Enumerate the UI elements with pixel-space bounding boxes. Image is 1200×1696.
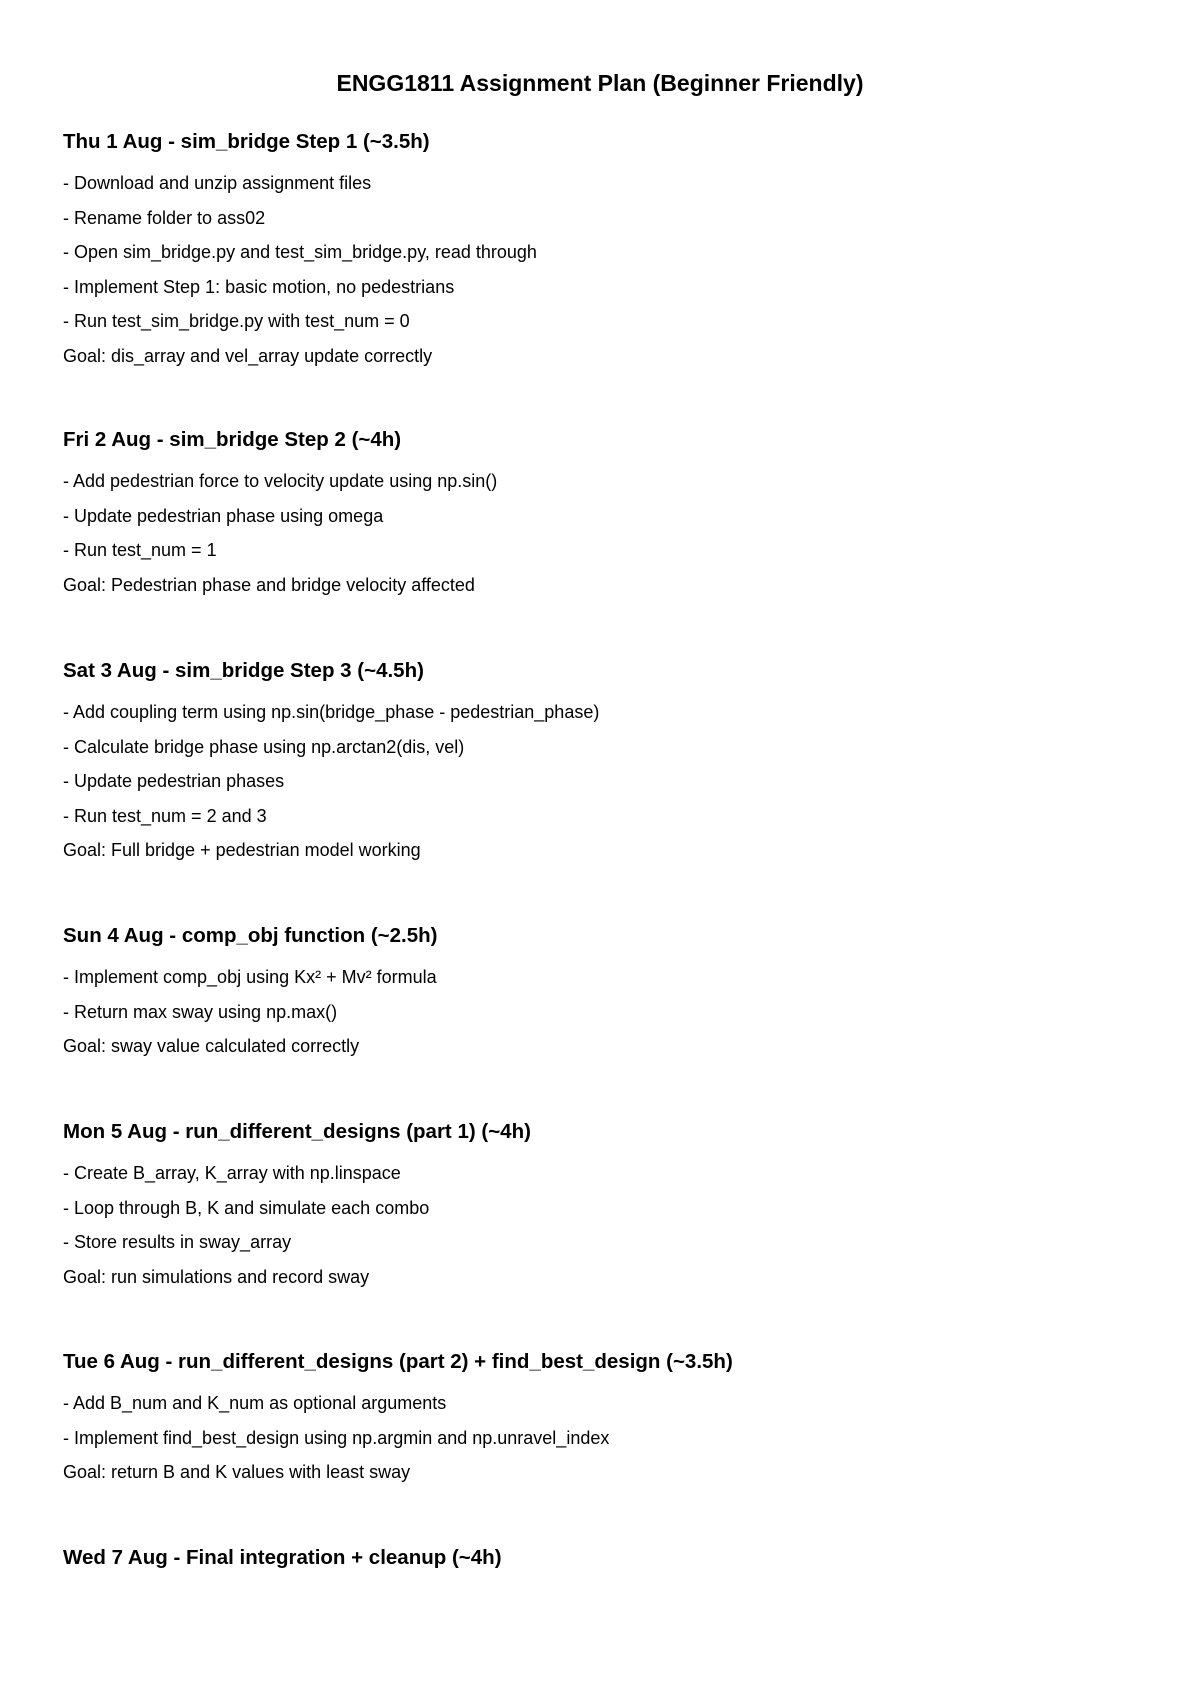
task-list: [63, 464, 1143, 568]
task-item: - Run test_num = 2 and 3: [63, 805, 267, 826]
task-list: [63, 1156, 1143, 1260]
task-item: - Loop through B, K and simulate each combo: [63, 1197, 430, 1218]
goal-line: Goal: sway value calculated correctly: [63, 1036, 360, 1056]
section-heading: Wed 7 Aug - Final integration + cleanup (~4h): [63, 1546, 502, 1569]
task-item: - Download and unzip assignment files: [63, 173, 372, 193]
task-item: - Rename folder to ass02: [63, 207, 266, 228]
task-item: - Run test_num = 1: [63, 540, 217, 560]
goal-line: Goal: Pedestrian phase and bridge velocity affected: [63, 574, 475, 595]
task-item: - Open sim_bridge.py and test_sim_bridge.py, read through: [63, 242, 537, 262]
day-section-thu-1-aug: [63, 128, 1143, 373]
day-section-fri-2-aug: [63, 426, 1143, 602]
section-heading: Thu 1 Aug - sim_bridge Step 1 (~3.5h): [63, 130, 430, 153]
task-item: - Create B_array, K_array with np.linspace: [63, 1163, 401, 1183]
section-heading: Sat 3 Aug - sim_bridge Step 3 (~4.5h): [63, 659, 424, 682]
task-list: [63, 166, 1143, 339]
task-item: - Update pedestrian phase using omega: [63, 505, 384, 526]
day-section-tue-6-aug: [63, 1348, 1143, 1490]
section-heading: Tue 6 Aug - run_different_designs (part 2) + find_best_design (~3.5h): [63, 1350, 733, 1373]
section-heading: Mon 5 Aug - run_different_designs (part 1) (~4h): [63, 1120, 531, 1143]
task-item: - Implement find_best_design using np.argmin and np.unravel_index: [63, 1427, 610, 1448]
goal-line: Goal: Full bridge + pedestrian model working: [63, 840, 421, 860]
task-item: - Update pedestrian phases: [63, 771, 285, 791]
task-item: - Add coupling term using np.sin(bridge_phase - pedestrian_phase): [63, 702, 600, 722]
section-heading: Fri 2 Aug - sim_bridge Step 2 (~4h): [63, 428, 402, 451]
document-title: ENGG1811 Assignment Plan (Beginner Friendly): [336, 70, 864, 96]
task-item: - Add B_num and K_num as optional arguments: [63, 1393, 447, 1413]
goal-line: Goal: run simulations and record sway: [63, 1266, 370, 1287]
day-section-mon-5-aug: [63, 1118, 1143, 1294]
task-item: - Return max sway using np.max(): [63, 1001, 338, 1022]
task-item: - Add pedestrian force to velocity update using np.sin(): [63, 471, 498, 491]
task-item: - Store results in sway_array: [63, 1232, 292, 1252]
task-item: - Run test_sim_bridge.py with test_num = 0: [63, 311, 410, 331]
section-heading: Sun 4 Aug - comp_obj function (~2.5h): [63, 924, 438, 947]
task-item: - Implement comp_obj using Kx² + Mv² formula: [63, 967, 437, 987]
task-list: [63, 695, 1143, 833]
task-item: - Implement Step 1: basic motion, no pedestrians: [63, 276, 455, 297]
task-list: [63, 960, 1143, 1029]
goal-line: Goal: dis_array and vel_array update correctly: [63, 345, 433, 366]
goal-line: Goal: return B and K values with least sway: [63, 1462, 411, 1482]
task-item: - Calculate bridge phase using np.arctan2(dis, vel): [63, 736, 465, 757]
day-section-sun-4-aug: [63, 922, 1143, 1064]
day-section-sat-3-aug: [63, 657, 1143, 868]
task-list: [63, 1386, 1143, 1455]
day-section-wed-7-aug: [63, 1544, 1143, 1582]
